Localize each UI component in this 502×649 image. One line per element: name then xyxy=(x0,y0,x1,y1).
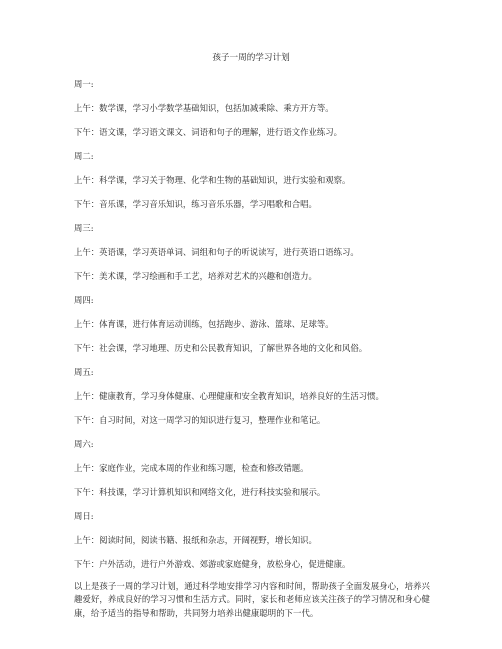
schedule-entry-sunday-afternoon: 下午：户外活动，进行户外游戏、郊游或家庭健身，放松身心，促进健康。 xyxy=(74,559,351,569)
schedule-entry-monday-morning: 上午：数学课，学习小学数学基础知识，包括加减乘除、乘方开方等。 xyxy=(74,103,334,113)
day-heading-sunday: 周日: xyxy=(74,511,94,521)
schedule-entry-friday-morning: 上午：健康教育，学习身体健康、心理健康和安全教育知识，培养良好的生活习惯。 xyxy=(74,391,384,401)
schedule-entry-wednesday-morning: 上午：英语课，学习英语单词、词组和句子的听说读写，进行英语口语练习。 xyxy=(74,247,359,257)
schedule-entry-saturday-morning: 上午：家庭作业，完成本周的作业和练习题，检查和修改错题。 xyxy=(74,463,309,473)
schedule-entry-tuesday-morning: 上午：科学课，学习关于物理、化学和生物的基础知识，进行实验和观察。 xyxy=(74,175,351,185)
schedule-entry-saturday-afternoon: 下午：科技课，学习计算机知识和网络文化，进行科技实验和展示。 xyxy=(74,487,326,497)
conclusion-paragraph: 以上是孩子一周的学习计划，通过科学地安排学习内容和时间，帮助孩子全面发展身心，培养兴趣爱好，养成良好的学习习惯和生活方式。同时，家长和老师应该关注孩子的学习情况和身心健康，给予适当的指导和帮助，共同努力培养出健康聪明的下一代。 xyxy=(74,581,430,618)
day-heading-friday: 周五: xyxy=(74,367,94,377)
day-heading-thursday: 周四: xyxy=(74,295,94,305)
day-heading-tuesday: 周二: xyxy=(74,151,94,161)
document-title: 孩子一周的学习计划 xyxy=(212,53,290,63)
schedule-entry-friday-afternoon: 下午：自习时间，对这一周学习的知识进行复习，整理作业和笔记。 xyxy=(74,415,326,425)
schedule-entry-thursday-afternoon: 下午：社会课，学习地理、历史和公民教育知识，了解世界各地的文化和风俗。 xyxy=(74,343,368,353)
schedule-entry-wednesday-afternoon: 下午：美术课，学习绘画和手工艺，培养对艺术的兴趣和创造力。 xyxy=(74,271,317,281)
day-heading-saturday: 周六: xyxy=(74,439,94,449)
schedule-entry-monday-afternoon: 下午：语文课，学习语文课文、词语和句子的理解，进行语文作业练习。 xyxy=(74,127,342,137)
day-heading-wednesday: 周三: xyxy=(74,223,94,233)
day-heading-monday: 周一: xyxy=(74,79,94,89)
schedule-entry-thursday-morning: 上午：体育课，进行体育运动训练，包括跑步、游泳、篮球、足球等。 xyxy=(74,319,334,329)
schedule-entry-sunday-morning: 上午：阅读时间，阅读书籍、报纸和杂志，开阔视野，增长知识。 xyxy=(74,535,317,545)
schedule-entry-tuesday-afternoon: 下午：音乐课，学习音乐知识，练习音乐乐器，学习唱歌和合唱。 xyxy=(74,199,317,209)
